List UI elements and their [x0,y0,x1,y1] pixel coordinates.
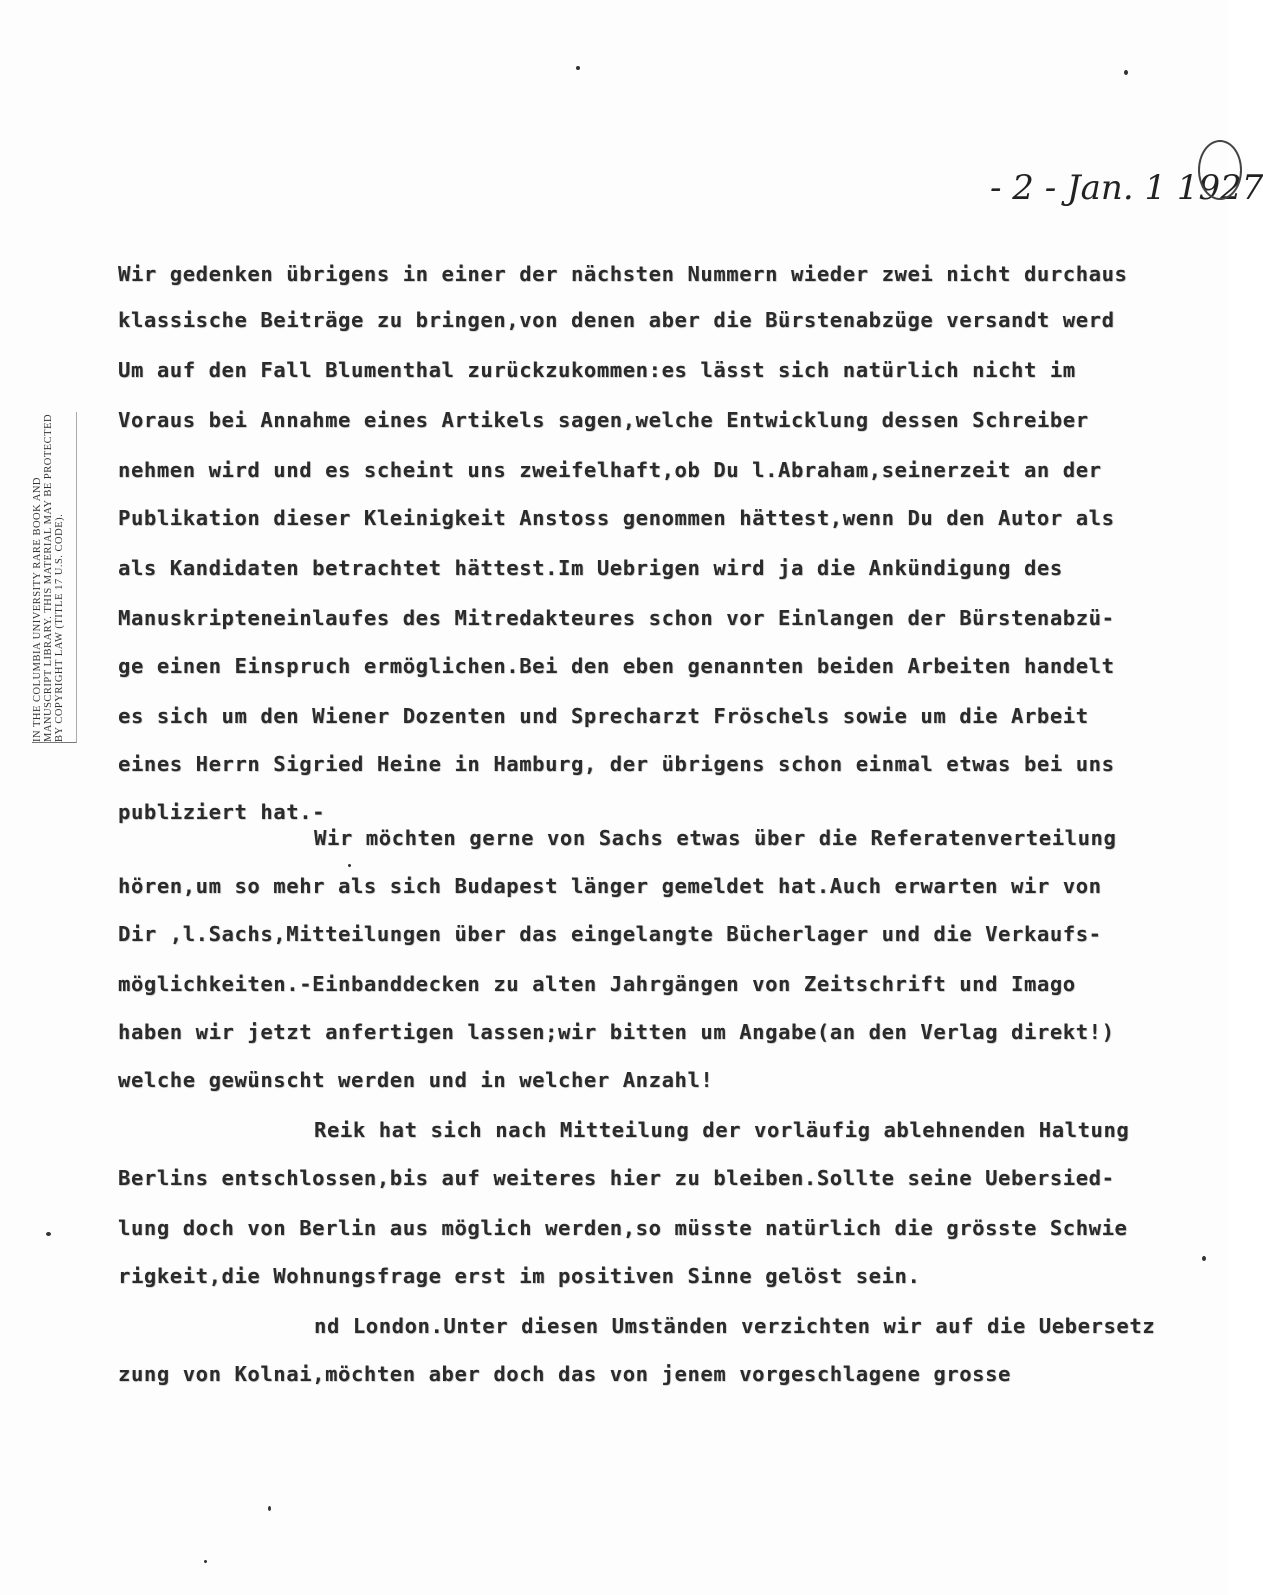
letter-line: publiziert hat.- [118,800,326,824]
letter-line: ge einen Einspruch ermöglichen.Bei den eben genannten beiden Arbeiten handelt [118,654,1115,678]
letter-line: eines Herrn Sigried Heine in Hamburg, der übrigens schon einmal etwas bei uns [118,752,1115,776]
letter-line: zung von Kolnai,möchten aber doch das von jenem vorgeschlagene grosse [118,1362,1012,1386]
scan-speck [1124,70,1128,75]
copyright-stamp [32,412,77,743]
letter-line: es sich um den Wiener Dozenten und Sprecharzt Fröschels sowie um die Arbeit [118,704,1089,728]
letter-line: Wir möchten gerne von Sachs etwas über die Referatenverteilung [314,826,1117,850]
letter-line: hören,um so mehr als sich Budapest länger gemeldet hat.Auch erwarten wir von [118,874,1102,898]
letter-line: Reik hat sich nach Mitteilung der vorläufig ablehnenden Haltung [314,1118,1130,1142]
scan-speck [204,1560,207,1563]
letter-line: Voraus bei Annahme eines Artikels sagen,welche Entwicklung dessen Schreiber [118,408,1089,432]
scan-speck [46,1232,51,1236]
letter-line: rigkeit,die Wohnungsfrage erst im positiven Sinne gelöst sein. [118,1264,921,1288]
letter-line: Publikation dieser Kleinigkeit Anstoss genommen hättest,wenn Du den Autor als [118,506,1115,530]
letter-line: nehmen wird und es scheint uns zweifelhaft,ob Du l.Abraham,seinerzeit an der [118,458,1102,482]
letter-line: lung doch von Berlin aus möglich werden,so müsste natürlich die grösste Schwie [118,1216,1128,1240]
copyright-stamp-text: IN THE COLUMBIA UNIVERSITY RARE BOOK AND MANUSCRIPT LIBRARY. THIS MATERIAL MAY BE PROTECTED BY COPYRIGHT LAW (TITLE 17 U.S. CODE). [32,413,65,742]
letter-line: nd London.Unter diesen Umständen verzichten wir auf die Uebersetz [314,1314,1156,1338]
handwritten-circle-mark [1198,140,1242,200]
letter-line: klassische Beiträge zu bringen,von denen aber die Bürstenabzüge versandt werd [118,308,1115,332]
letter-line: Wir gedenken übrigens in einer der nächsten Nummern wieder zwei nicht durchaus [118,262,1128,286]
letter-line: als Kandidaten betrachtet hättest.Im Uebrigen wird ja die Ankündigung des [118,556,1063,580]
letter-body [118,262,1218,1402]
letter-line: Manuskripteneinlaufes des Mitredakteures schon vor Einlangen der Bürstenabzü- [118,606,1115,630]
letter-line: Um auf den Fall Blumenthal zurückzukommen:es lässt sich natürlich nicht im [118,358,1076,382]
scan-speck [268,1506,271,1511]
letter-line: Dir ,l.Sachs,Mitteilungen über das eingelangte Bücherlager und die Verkaufs- [118,922,1102,946]
scan-speck [576,66,580,70]
letter-line: welche gewünscht werden und in welcher Anzahl! [118,1068,714,1092]
letter-line: möglichkeiten.-Einbanddecken zu alten Jahrgängen von Zeitschrift und Imago [118,972,1076,996]
letter-line: haben wir jetzt anfertigen lassen;wir bitten um Angabe(an den Verlag direkt!) [118,1020,1115,1044]
page-number-date-mark: - 2 - Jan. 1 1927 [990,168,1263,208]
letter-line: Berlins entschlossen,bis auf weiteres hier zu bleiben.Sollte seine Uebersied- [118,1166,1115,1190]
scan-speck [1202,1256,1206,1261]
scan-speck [348,864,351,867]
